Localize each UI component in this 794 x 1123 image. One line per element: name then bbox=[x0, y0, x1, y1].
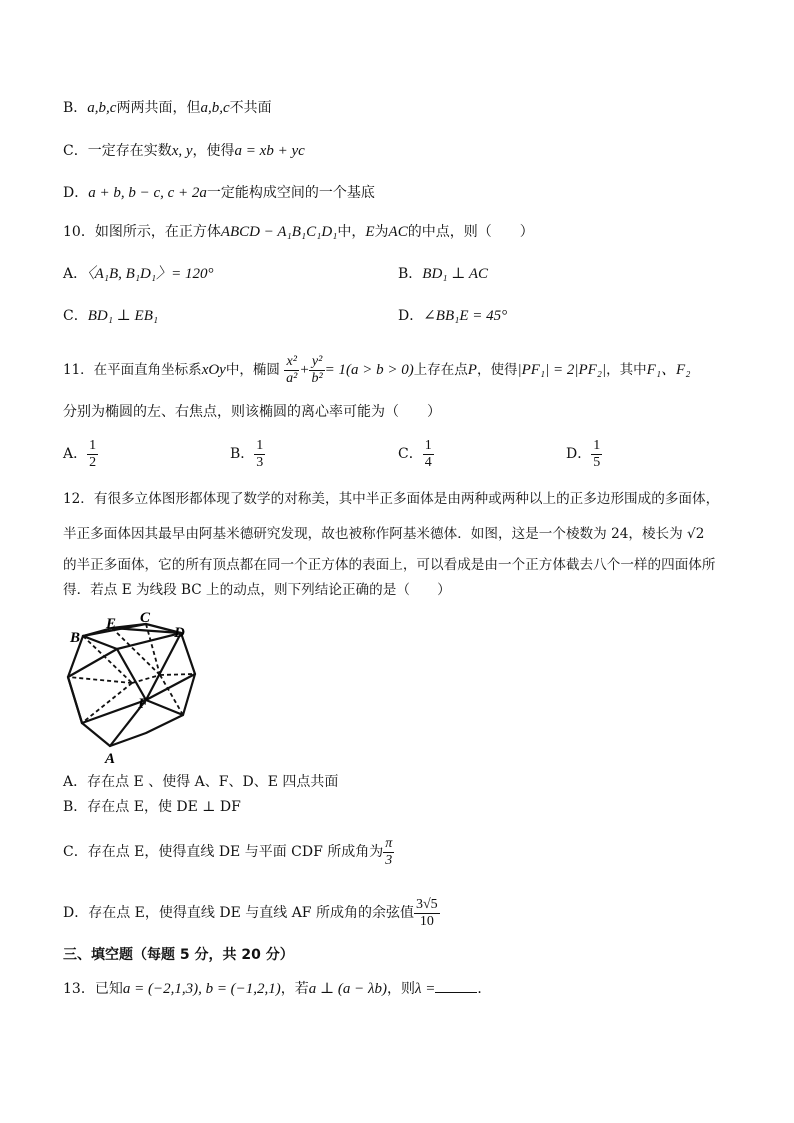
q9-option-d-math: a + b, b − c, c + 2a bbox=[88, 185, 207, 201]
q10-option-b bbox=[398, 264, 488, 284]
figure-label-e: E bbox=[106, 616, 117, 632]
q11-stem bbox=[63, 350, 690, 390]
q12-option-c-num: π bbox=[385, 835, 393, 851]
q10-stem-math2: E bbox=[365, 224, 375, 240]
q10-option-d-label: D． bbox=[398, 308, 424, 324]
q12-option-b: B．存在点 E，使 DE ⊥ DF bbox=[63, 799, 241, 815]
figure-hidden-3 bbox=[160, 674, 195, 675]
q9-option-c-math1: x, y bbox=[171, 143, 193, 159]
q11-option-c bbox=[398, 436, 434, 472]
q10-option-c bbox=[63, 306, 158, 326]
q11-stem-text5: ，其中 bbox=[606, 362, 647, 378]
q11-stem-math1: xOy bbox=[201, 362, 226, 378]
figure-hidden-5 bbox=[68, 677, 132, 683]
q10-stem-math1: ABCD − A₁B₁C₁D₁ bbox=[220, 224, 338, 240]
q9-option-b-text1: 两两共面，但 bbox=[116, 100, 201, 116]
q10-stem-text4: 的中点，则（ ） bbox=[407, 224, 534, 240]
q11-ellipse-y-den: b² bbox=[311, 371, 323, 386]
q10-option-a bbox=[63, 264, 213, 284]
q12-option-d-fraction bbox=[414, 897, 440, 930]
q11-stem-text4: ，使得 bbox=[476, 362, 518, 378]
q9-option-b bbox=[63, 98, 272, 118]
figure-edge-c9 bbox=[146, 700, 183, 715]
q11-option-a-label: A． bbox=[63, 446, 88, 462]
q11-option-a-fraction bbox=[87, 438, 98, 471]
q11-option-d-num: 1 bbox=[593, 437, 601, 453]
q10-stem-text2: 中， bbox=[337, 224, 366, 240]
q11-option-b bbox=[230, 436, 265, 472]
q11-option-a-num: 1 bbox=[89, 437, 97, 453]
q11-ellipse-plus: + bbox=[299, 362, 310, 378]
figure-label-c: C bbox=[140, 610, 151, 626]
q11-ellipse-x-den: a² bbox=[286, 371, 298, 386]
q9-option-d-label: D． bbox=[63, 185, 89, 201]
figure-edge-c2 bbox=[117, 633, 181, 649]
q11-option-c-num: 1 bbox=[424, 437, 432, 453]
section-3-heading: 三、填空题（每题 5 分，共 20 分） bbox=[63, 947, 294, 963]
figure-label-d: D bbox=[174, 625, 185, 641]
q12-option-c-fraction bbox=[383, 836, 394, 869]
q12-option-d-num: 3√5 bbox=[415, 896, 438, 912]
q11-stem-line2: 分别为椭圆的左、右焦点，则该椭圆的离心率可能为（ ） bbox=[63, 404, 441, 420]
q10-stem-text3: 为 bbox=[374, 224, 389, 240]
q11-ellipse-x-fraction bbox=[284, 354, 299, 387]
q10-option-b-math: BD₁ ⊥ AC bbox=[422, 266, 489, 282]
q11-stem-text2: 中，椭圆 bbox=[225, 362, 280, 378]
q12-option-c-text: C．存在点 E，使得直线 DE 与平面 CDF 所成角为 bbox=[63, 844, 384, 860]
figure-label-a: A bbox=[105, 751, 116, 767]
q13-text3: ，则 bbox=[387, 981, 416, 997]
q9-option-c-text1: 一定存在实数 bbox=[87, 143, 172, 159]
q13-stem bbox=[63, 978, 491, 999]
q11-option-a bbox=[63, 436, 98, 472]
q9-option-c-math2: a = xb + yc bbox=[234, 143, 305, 159]
q11-option-c-den: 4 bbox=[424, 454, 432, 470]
q12-line3: 的半正多面体，它的所有顶点都在同一个正方体的表面上，可以看成是由一个正方体截去八个一样的四面体所 bbox=[63, 557, 716, 573]
q10-option-a-label: A． bbox=[63, 266, 88, 282]
q9-option-b-math2: a,b,c bbox=[200, 100, 230, 116]
q11-option-b-label: B． bbox=[230, 446, 255, 462]
q11-ellipse-x-num: x² bbox=[286, 354, 297, 369]
q10-option-a-math: 〈A₁B, B₁D₁〉= 120° bbox=[87, 266, 214, 282]
q11-option-b-num: 1 bbox=[256, 437, 264, 453]
q9-option-d-text: 一定能构成空间的一个基底 bbox=[206, 185, 375, 201]
q13-math2: a ⊥ (a − λb) bbox=[308, 981, 388, 997]
q9-option-c bbox=[63, 141, 305, 161]
q12-option-c bbox=[63, 834, 394, 870]
q11-option-d-label: D． bbox=[566, 446, 592, 462]
figure-hidden-1 bbox=[83, 636, 132, 683]
q13-prefix: 13．已知 bbox=[63, 981, 123, 997]
q9-option-b-math1: a,b,c bbox=[87, 100, 117, 116]
q11-stem-math2: P bbox=[467, 362, 477, 378]
q10-option-d-math: ∠BB₁E = 45° bbox=[423, 308, 508, 324]
q11-option-c-label: C． bbox=[398, 446, 423, 462]
q11-option-a-den: 2 bbox=[89, 454, 97, 470]
q10-stem-prefix: 10．如图所示，在正方体 bbox=[63, 224, 221, 240]
q12-option-c-den: 3 bbox=[383, 852, 394, 869]
figure-label-b: B bbox=[70, 630, 81, 646]
q13-answer-blank[interactable] bbox=[435, 978, 477, 993]
q12-option-d-text: D．存在点 E，使得直线 DE 与直线 AF 所成角的余弦值 bbox=[63, 905, 414, 921]
figure-edge-c1 bbox=[83, 636, 117, 649]
q11-stem-math4: F₁、F₂ bbox=[646, 362, 691, 378]
q10-stem-math3: AC bbox=[388, 224, 408, 240]
q11-option-b-fraction bbox=[254, 438, 265, 471]
q12-line2: 半正多面体因其最早由阿基米德研究发现，故也被称作阿基米德体．如图，这是一个棱数为 24，棱长为 √2 bbox=[63, 526, 705, 542]
q11-stem-text3: 上存在点 bbox=[413, 362, 468, 378]
q11-option-d-den: 5 bbox=[593, 454, 601, 470]
q12-option-d-den: 10 bbox=[414, 913, 440, 930]
q11-option-d-fraction bbox=[591, 438, 602, 471]
q9-option-c-text2: ，使得 bbox=[192, 143, 235, 159]
figure-hidden-6 bbox=[82, 683, 132, 723]
q11-option-b-den: 3 bbox=[256, 454, 264, 470]
q9-option-c-label: C． bbox=[63, 143, 88, 159]
q10-option-b-label: B． bbox=[398, 266, 423, 282]
q11-stem-prefix: 11．在平面直角坐标系 bbox=[63, 362, 202, 378]
q11-option-d bbox=[566, 436, 602, 472]
q9-option-d bbox=[63, 183, 375, 203]
q13-end: ． bbox=[477, 981, 492, 997]
q10-stem bbox=[63, 222, 534, 242]
q12-line1: 12．有很多立体图形都体现了数学的对称美，其中半正多面体是由两种或两种以上的正多边形围成的多面体， bbox=[63, 491, 720, 507]
q11-ellipse-y-num: y² bbox=[311, 354, 323, 369]
q9-option-b-label: B． bbox=[63, 100, 88, 116]
q13-math1: a = (−2,1,3), b = (−1,2,1) bbox=[122, 981, 281, 997]
q12-polyhedron-figure bbox=[60, 605, 210, 770]
q10-option-d bbox=[398, 306, 507, 326]
q11-ellipse-rest: = 1(a > b > 0) bbox=[324, 362, 414, 378]
q12-option-d bbox=[63, 895, 440, 931]
figure-edge-c10 bbox=[68, 677, 82, 723]
q11-ellipse-y-fraction bbox=[309, 354, 324, 387]
q12-line4: 得．若点 E 为线段 BC 上的动点，则下列结论正确的是（ ） bbox=[63, 582, 451, 598]
q13-text2: ，若 bbox=[280, 981, 309, 997]
q11-stem-math3: |PF₁| = 2|PF₂| bbox=[517, 362, 607, 378]
figure-label-f: F bbox=[138, 696, 149, 712]
q13-math3: λ = bbox=[415, 981, 436, 997]
q11-option-c-fraction bbox=[423, 438, 434, 471]
q9-option-b-text2: 不共面 bbox=[229, 100, 272, 116]
q12-option-a: A．存在点 E 、使得 A、F、D、E 四点共面 bbox=[63, 774, 339, 790]
q10-option-c-label: C． bbox=[63, 308, 88, 324]
q10-option-c-math: BD₁ ⊥ EB₁ bbox=[87, 308, 159, 324]
figure-edge-c3 bbox=[68, 649, 117, 677]
